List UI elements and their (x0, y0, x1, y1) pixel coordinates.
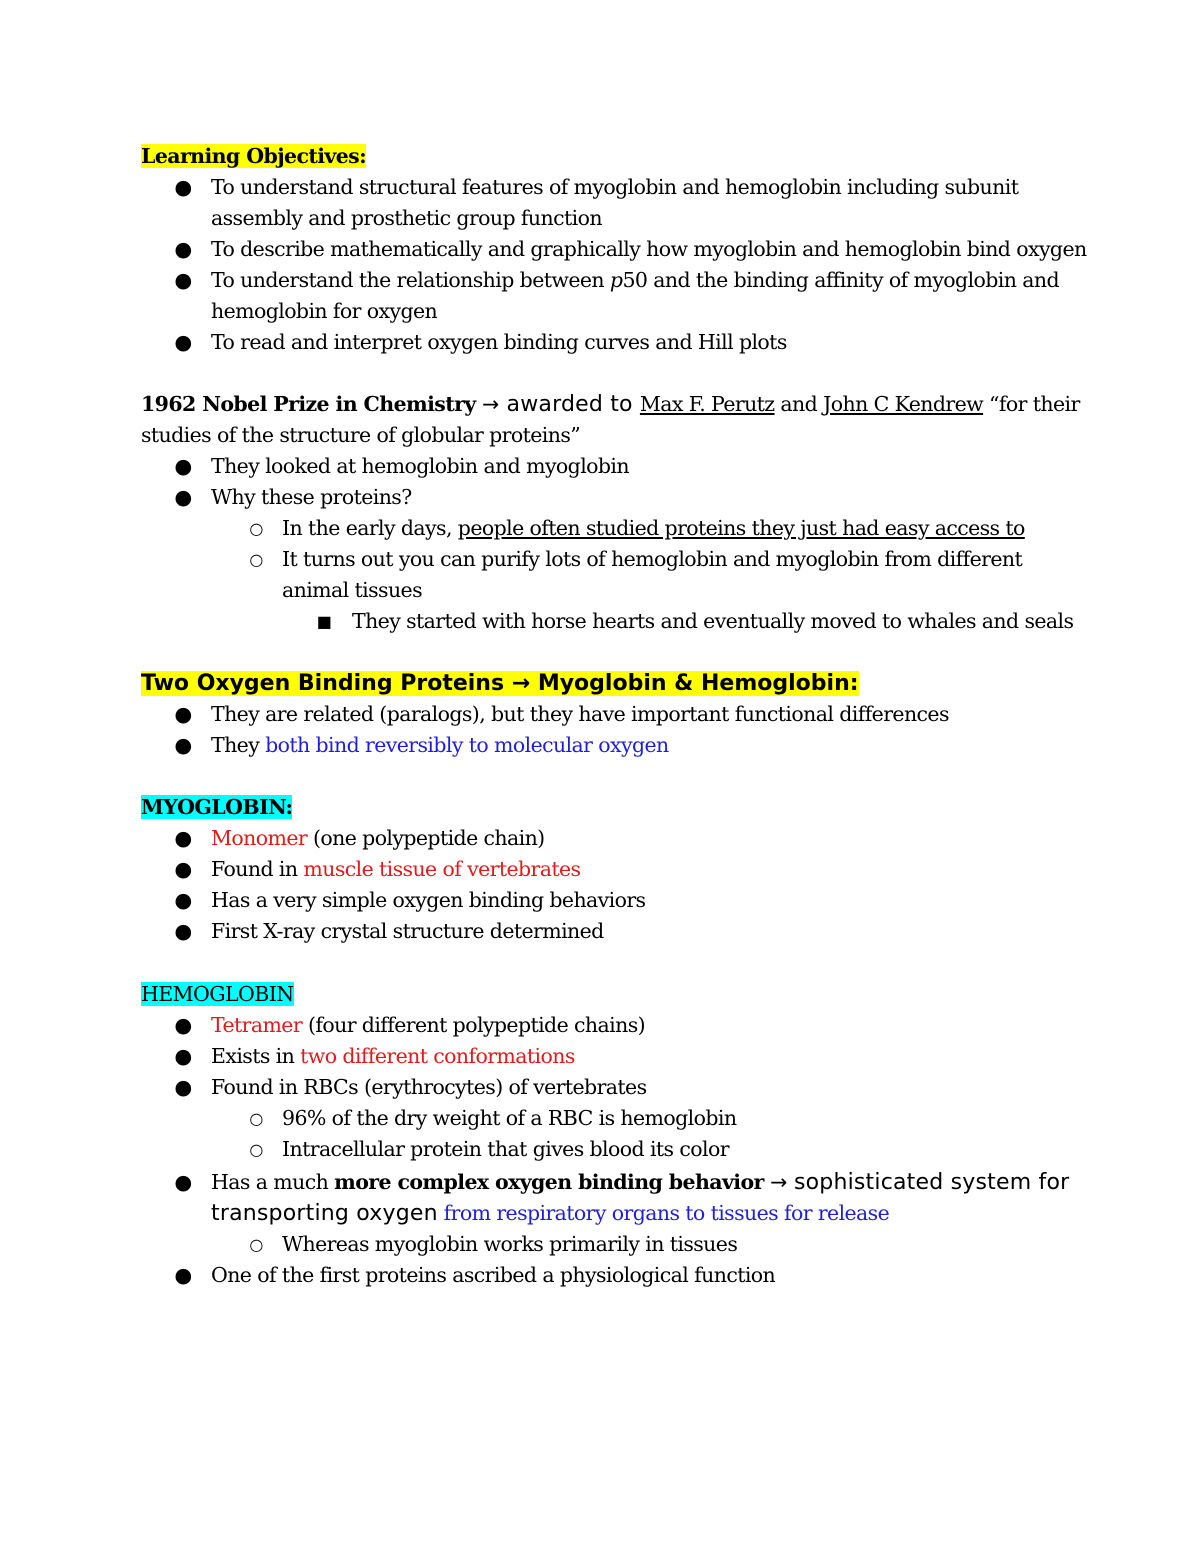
bullet-icon: ● (174, 485, 192, 509)
text-span: They (211, 733, 266, 757)
section-heading (141, 668, 859, 699)
subsub-list-item-text: They started with horse hearts and eventually moved to whales and seals (352, 609, 1074, 633)
sans-text: transporting oxygen (211, 1201, 438, 1226)
text-span: and (774, 392, 824, 416)
quote-text: “for their (983, 392, 1080, 416)
awarded-text: awarded to (499, 392, 640, 417)
sub-list-item-text: animal tissues (282, 578, 423, 602)
sub-list-item-text (282, 513, 1025, 544)
sans-text: sophisticated system for (793, 1170, 1070, 1195)
square-bullet-icon: ■ (316, 612, 332, 631)
list-item-text (211, 1041, 575, 1072)
bullet-icon: ● (174, 330, 192, 354)
text-span: Exists in (211, 1044, 301, 1068)
learning-objectives-heading (141, 141, 366, 172)
heading-text: Two Oxygen Binding Proteins → Myoglobin & Hemoglobin: (141, 671, 859, 696)
list-item-text: hemoglobin for oxygen (211, 299, 438, 323)
sub-list-item-text: It turns out you can purify lots of hemoglobin and myoglobin from different (282, 547, 1023, 571)
text-span: To understand the relationship between (211, 268, 610, 292)
red-text: Tetramer (211, 1013, 303, 1037)
text-span: Has a much (211, 1170, 335, 1194)
bullet-icon: ● (174, 1075, 192, 1099)
list-item-text (211, 854, 580, 885)
bullet-icon: ● (174, 1170, 192, 1194)
list-item-text (211, 1198, 889, 1229)
p-italic: p (609, 268, 623, 292)
text-span: 50 and the binding affinity of myoglobin and (622, 268, 1060, 292)
list-item-text: They are related (paralogs), but they have important functional differences (211, 702, 949, 726)
blue-text: both bind reversibly to molecular oxygen (265, 733, 669, 757)
bullet-icon: ● (174, 733, 192, 757)
heading-text: MYOGLOBIN: (141, 795, 293, 819)
bullet-icon: ● (174, 919, 192, 943)
bullet-icon: ● (174, 175, 192, 199)
list-item-text: Found in RBCs (erythrocytes) of vertebrates (211, 1075, 647, 1099)
sub-list-item-text: Whereas myoglobin works primarily in tissues (282, 1232, 738, 1256)
red-text: two different conformations (300, 1044, 575, 1068)
text-span: In the early days, (282, 516, 458, 540)
heading-text: HEMOGLOBIN (141, 982, 294, 1006)
list-item-text: Has a very simple oxygen binding behaviors (211, 888, 646, 912)
bullet-icon: ● (174, 1044, 192, 1068)
heading-text: Learning Objectives: (141, 144, 367, 168)
circle-bullet-icon: ○ (249, 1235, 263, 1254)
text-span: (one polypeptide chain) (307, 826, 545, 850)
list-item-text: They looked at hemoglobin and myoglobin (211, 454, 629, 478)
bold-text: more complex oxygen binding behavior (334, 1170, 764, 1194)
sub-list-item-text: Intracellular protein that gives blood its color (282, 1137, 729, 1161)
arrow-icon: → (482, 392, 500, 416)
list-item-text: To understand structural features of myoglobin and hemoglobin including subunit (211, 175, 1019, 199)
blue-text: from respiratory organs to tissues for release (437, 1201, 890, 1225)
list-item-text (211, 1010, 645, 1041)
nobel-paragraph-line (141, 389, 1080, 420)
circle-bullet-icon: ○ (249, 550, 263, 569)
bullet-icon: ● (174, 702, 192, 726)
list-item-text: One of the first proteins ascribed a physiological function (211, 1263, 776, 1287)
circle-bullet-icon: ○ (249, 519, 263, 538)
sub-list-item-text: 96% of the dry weight of a RBC is hemoglobin (282, 1106, 737, 1130)
red-text: Monomer (211, 826, 308, 850)
list-item-text: To read and interpret oxygen binding curves and Hill plots (211, 330, 787, 354)
bullet-icon: ● (174, 857, 192, 881)
text-span: Found in (211, 857, 304, 881)
laureate-name: Max F. Perutz (639, 392, 775, 416)
list-item-text: To describe mathematically and graphically how myoglobin and hemoglobin bind oxygen (211, 237, 1087, 261)
bullet-icon: ● (174, 1263, 192, 1287)
section-heading (141, 792, 292, 823)
list-item-text: First X-ray crystal structure determined (211, 919, 604, 943)
list-item-text (211, 265, 1059, 296)
arrow-icon: → (763, 1170, 794, 1194)
bullet-icon: ● (174, 826, 192, 850)
bullet-icon: ● (174, 237, 192, 261)
nobel-title: 1962 Nobel Prize in Chemistry (141, 392, 483, 416)
text-span: (four different polypeptide chains) (302, 1013, 646, 1037)
list-item-text (211, 730, 669, 761)
bullet-icon: ● (174, 268, 192, 292)
list-item-text: assembly and prosthetic group function (211, 206, 602, 230)
section-heading (141, 979, 294, 1010)
red-text: muscle tissue of vertebrates (303, 857, 581, 881)
list-item-text (211, 1167, 1069, 1198)
bullet-icon: ● (174, 1013, 192, 1037)
list-item-text (211, 823, 545, 854)
bullet-icon: ● (174, 454, 192, 478)
circle-bullet-icon: ○ (249, 1109, 263, 1128)
bullet-icon: ● (174, 888, 192, 912)
underlined-text: people often studied proteins they just had easy access to (457, 516, 1025, 540)
nobel-paragraph-line: studies of the structure of globular proteins” (141, 423, 581, 447)
laureate-name: John C Kendrew (823, 392, 984, 416)
list-item-text: Why these proteins? (211, 485, 412, 509)
circle-bullet-icon: ○ (249, 1140, 263, 1159)
